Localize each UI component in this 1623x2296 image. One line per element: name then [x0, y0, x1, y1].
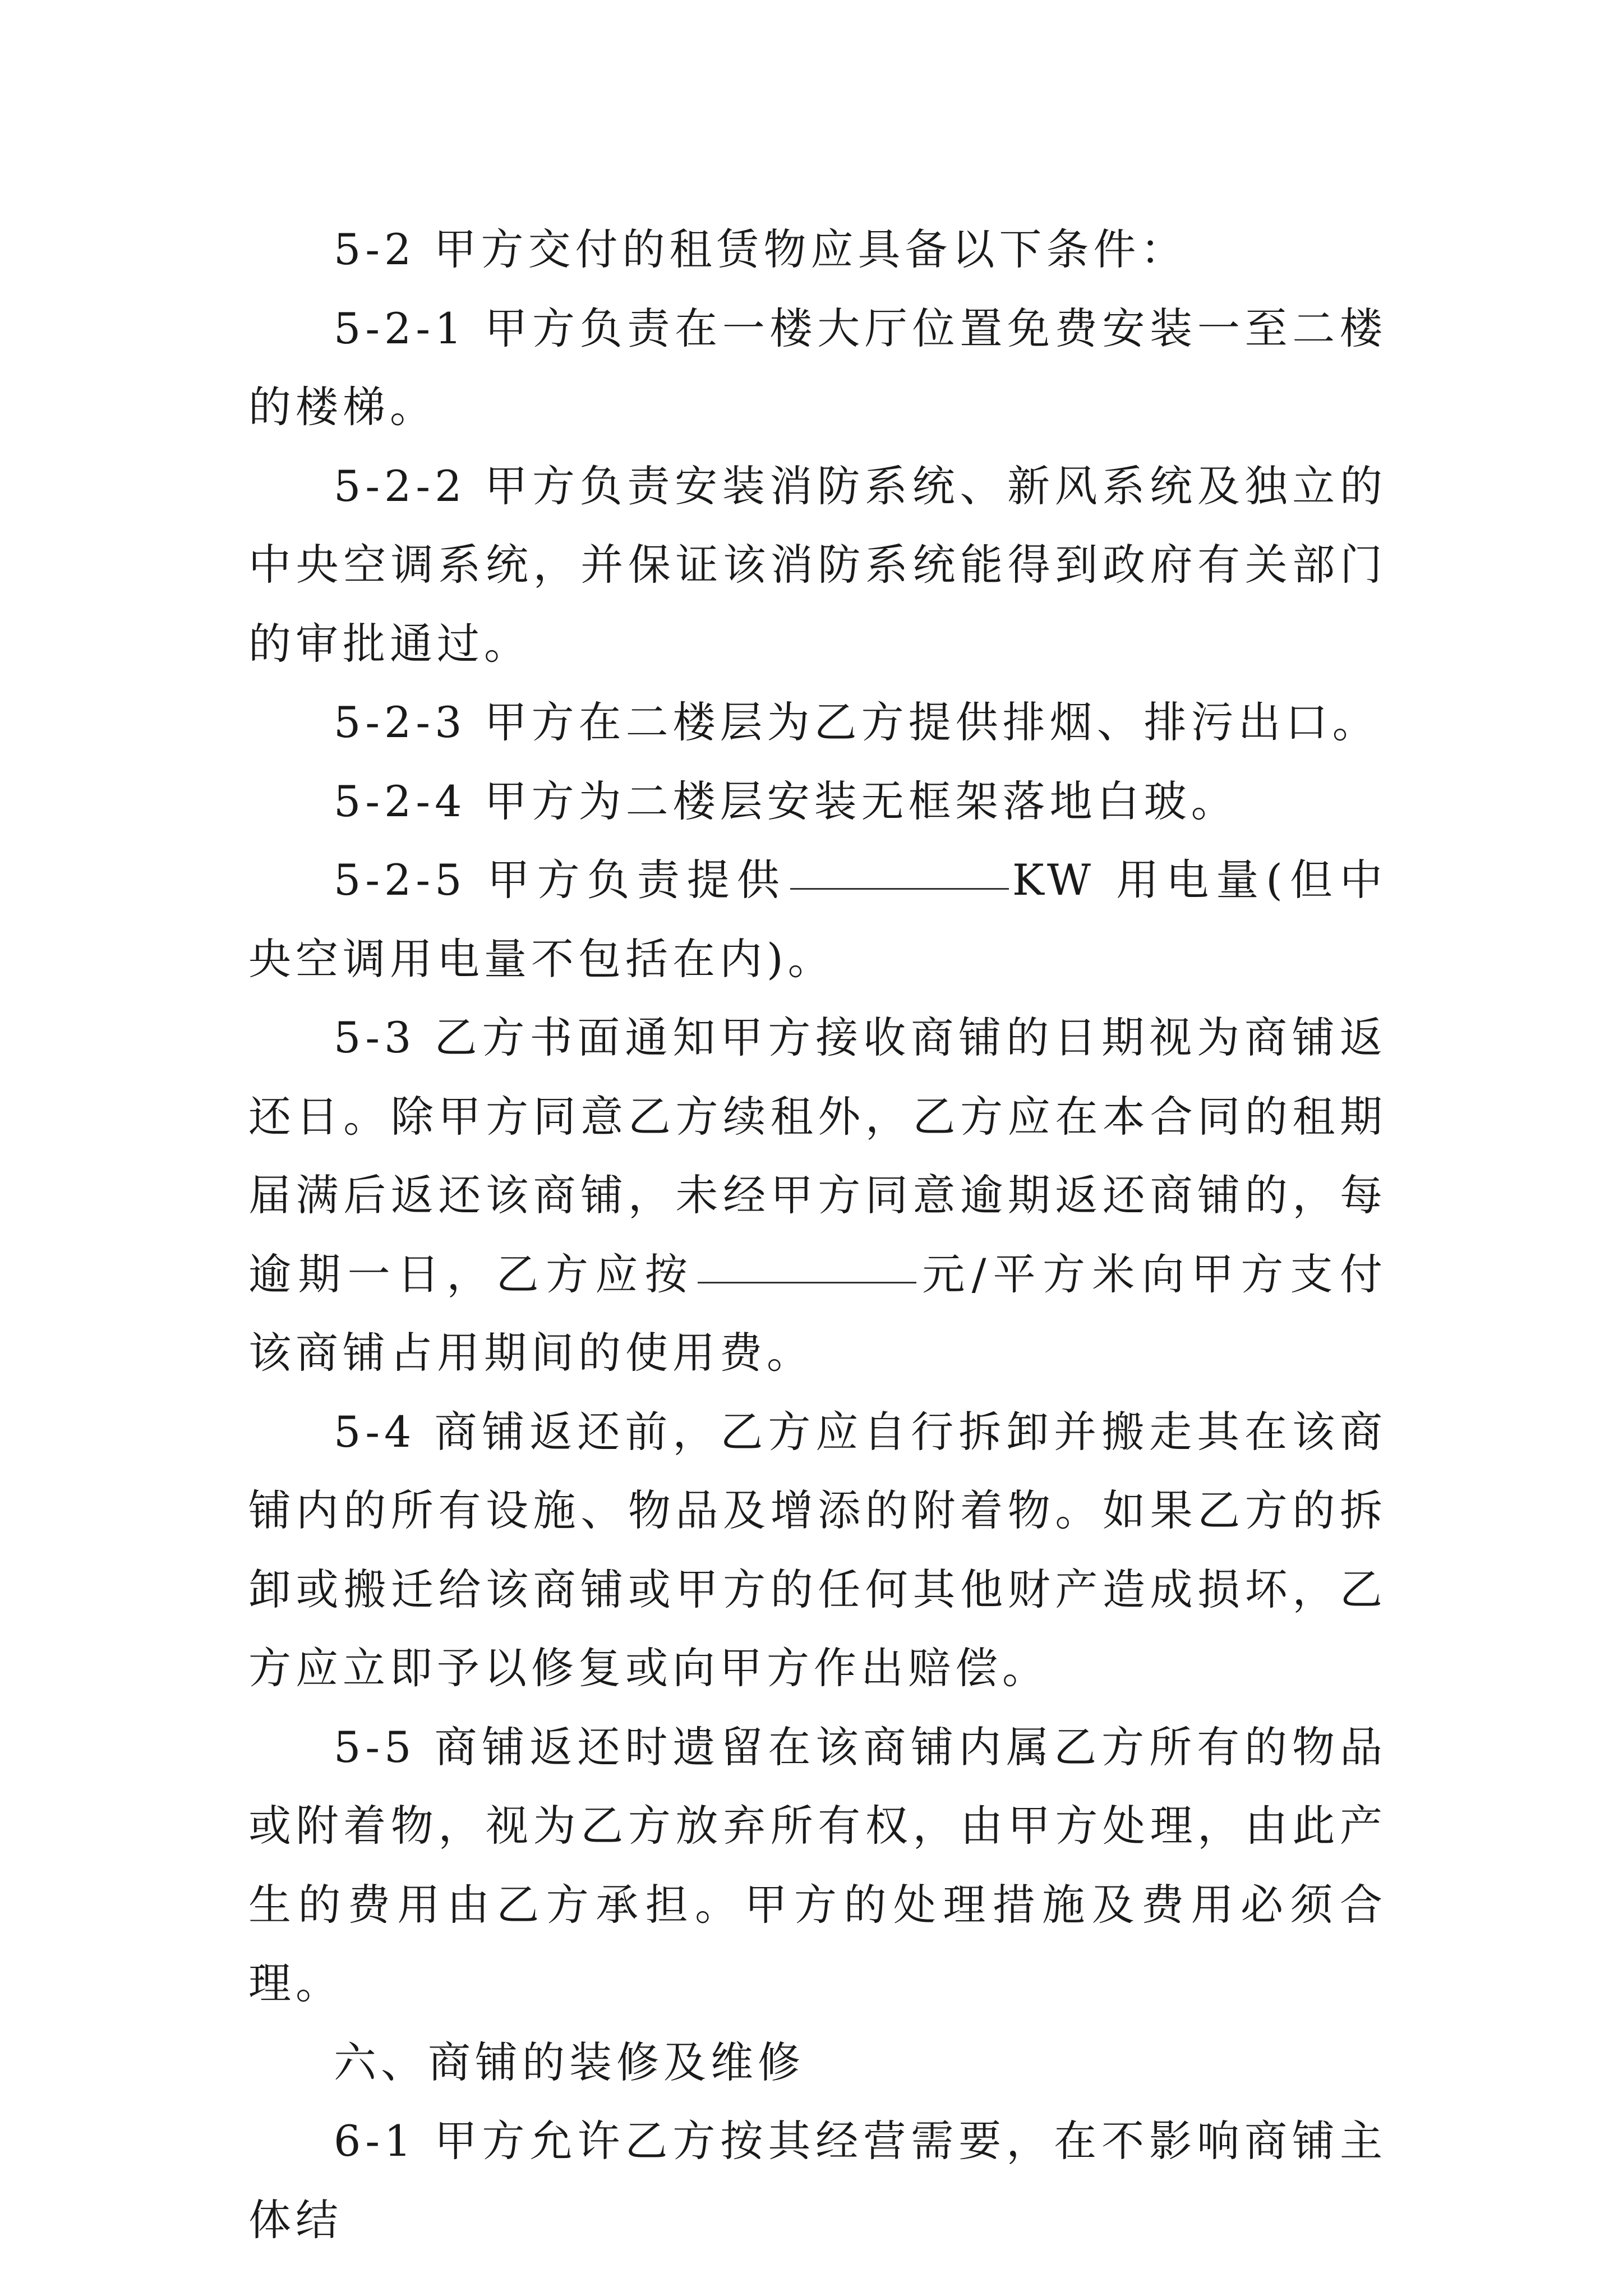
section-heading-6: 六、商铺的装修及维修 — [334, 2037, 805, 2087]
paragraph-5-5: 5-5 商铺返还时遗留在该商铺内属乙方所有的物品或附着物，视为乙方放弃所有权，由甲方处理，由此产生的费用由乙方承担。甲方的处理措施及费用必须合理。 — [248, 1722, 1387, 2008]
paragraph-5-2-3: 5-2-3 甲方在二楼层为乙方提供排烟、排污出口。 — [334, 697, 1380, 747]
paragraph-5-3-after: 元/平方米向甲方支付该商铺占用期间的使用费。 — [248, 1249, 1387, 1378]
paragraph-5-3-before: 5-3 乙方书面通知甲方接收商铺的日期视为商铺返还日。除甲方同意乙方续租外，乙方应在本合同的租期届满后返还该商铺，未经甲方同意逾期返还商铺的，每逾期一日，乙方应按 — [248, 1013, 1387, 1299]
paragraph-5-2-5-before: 5-2-5 甲方负责提供 — [334, 855, 787, 905]
fill-in-blank-fee — [698, 1281, 916, 1283]
paragraph-5-2-2: 5-2-2 甲方负责安装消防系统、新风系统及独立的中央空调系统，并保证该消防系统能得到政府有关部门的审批通过。 — [248, 461, 1387, 669]
fill-in-blank-power — [790, 887, 1009, 890]
paragraph-5-2-1: 5-2-1 甲方负责在一楼大厅位置免费安装一至二楼的楼梯。 — [248, 303, 1387, 432]
paragraph-6-1: 6-1 甲方允许乙方按其经营需要，在不影响商铺主体结 — [248, 2116, 1387, 2245]
paragraph-5-2: 5-2 甲方交付的租赁物应具备以下条件： — [334, 224, 1188, 274]
paragraph-5-2-5 — [248, 841, 1387, 999]
document-body — [248, 210, 1387, 2260]
paragraph-5-2-4: 5-2-4 甲方为二楼层安装无框架落地白玻。 — [334, 776, 1238, 826]
paragraph-5-4: 5-4 商铺返还前，乙方应自行拆卸并搬走其在该商铺内的所有设施、物品及增添的附着物。如果乙方的拆卸或搬迁给该商铺或甲方的任何其他财产造成损坏，乙方应立即予以修复或向甲方作出赔偿。 — [248, 1406, 1387, 1693]
paragraph-5-2-5-after: KW 用电量(但中央空调用电量不包括在内)。 — [248, 855, 1387, 984]
paragraph-5-3 — [248, 999, 1387, 1393]
